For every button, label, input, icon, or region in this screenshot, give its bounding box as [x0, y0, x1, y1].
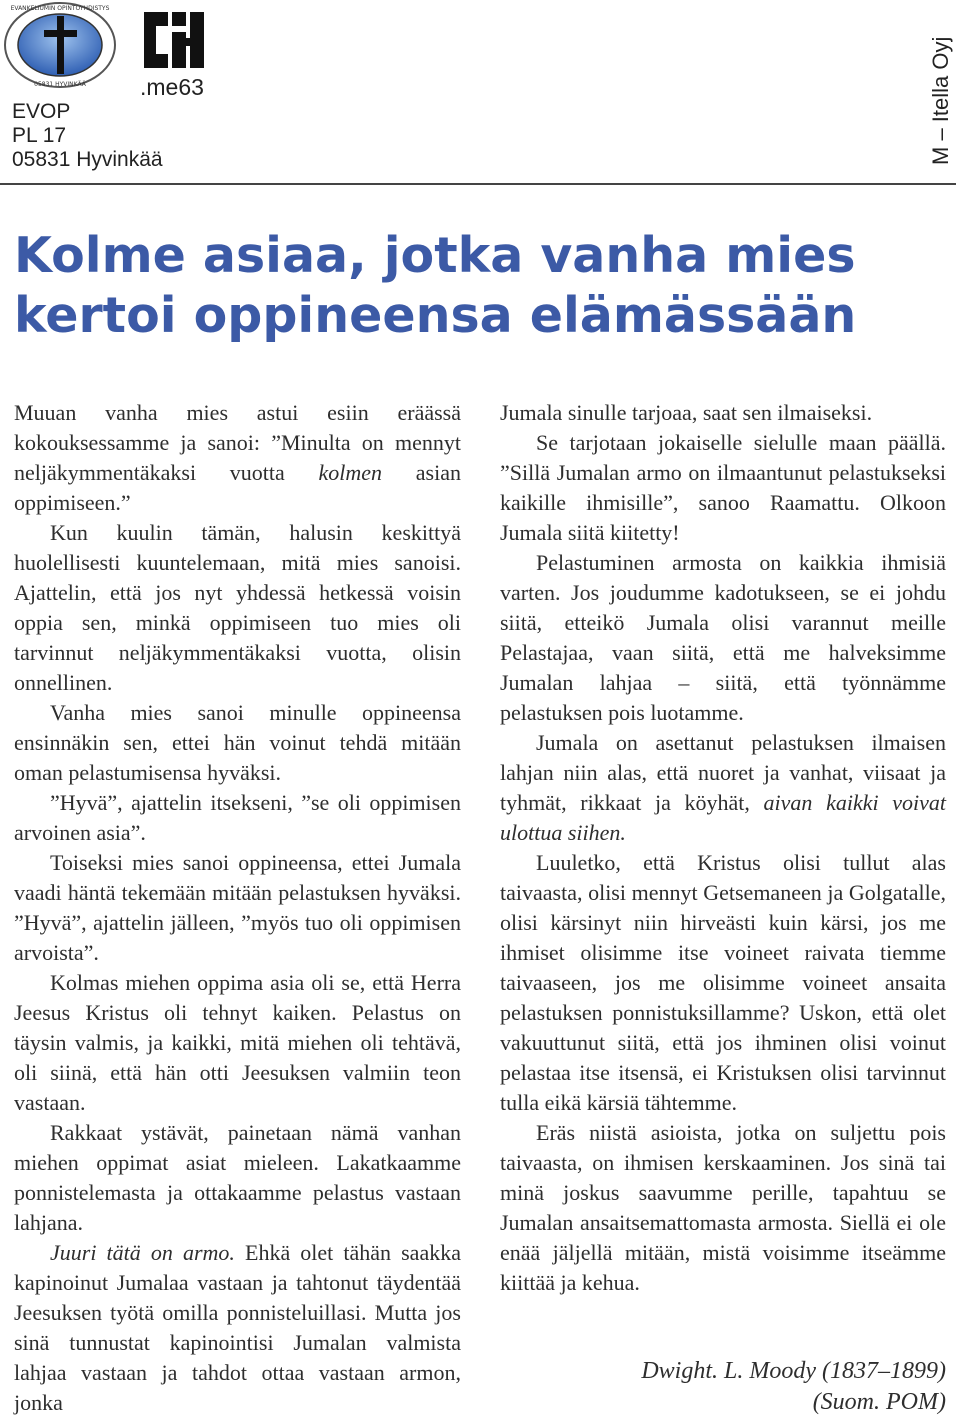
- paragraph: Juuri tätä on armo. Ehkä olet tähän saakka kapinoinut Jumalaa vastaan ja tahtonut täydentää Jeesuksen työtä omilla ponnisteluillasi. Mutta jos sinä tunnustat kapinointisi Jumalan valmista lahjaa vastaan ja tahdot ottaa vastaan armon, jonka: [14, 1240, 461, 1415]
- evop-mark-icon: [138, 4, 210, 76]
- address-line: EVOP: [12, 100, 71, 123]
- header-divider: [0, 183, 956, 185]
- svg-text:05831 HYVINKÄÄ: 05831 HYVINKÄÄ: [34, 81, 86, 88]
- left-column: [14, 398, 461, 1418]
- paragraph: Eräs niistä asioista, jotka on suljettu pois taivaasta, on ihmisen kerskaaminen. Jos sinä tai minä joskus saavumme perille, tapahtuu se Jumalan ansaitsemattomasta armosta. Siellä ei ole enää jäljellä mitään, mistä voisimme itseämme kiittää ja kehua.: [500, 1120, 946, 1295]
- signature-translator: (Suom. POM): [812, 1389, 946, 1415]
- organization-logo: [2, 0, 118, 90]
- letterhead: [0, 0, 960, 186]
- paragraph: Pelastuminen armosta on kaikkia ihmisiä varten. Jos joudumme kadotukseen, se ei johdu siitä, etteikö Jumala olisi varannut meille Pelastajaa, vaan siitä, että me halveksimme Jumalan lahjaa – siitä, että työnnämme pelastuksen pois luotamme.: [500, 550, 946, 725]
- sender-address: [12, 100, 163, 172]
- svg-text:EVANKELIUMIN OPINTOYHDISTYS: EVANKELIUMIN OPINTOYHDISTYS: [10, 5, 110, 12]
- paragraph: Muuan vanha mies astui esiin eräässä kokouksessamme ja sanoi: ”Minulta on mennyt neljäkymmentäkaksi vuotta kolmen asian oppimiseen.”: [14, 400, 461, 515]
- series-code: .me63: [140, 74, 204, 100]
- paragraph: Luuletko, että Kristus olisi tullut alas taivaasta, olisi mennyt Getsemaneen ja Golgatalle, olisi kärsinyt niin hirveästi kuin kärsi, jos me ihmiset olisimme itse voineet raivata tiemme taivaaseen, jos me olisimme voineet ansaita pelastuksen ponnistuksillamme? Uskon, että olet vakuuttunut siitä, että jos ihminen olisi voinut pelastaa itse itsensä, ei Kristuksen olisi tarvinnut tulla eikä kärsiä tähtemme.: [500, 850, 946, 1115]
- paragraph: Rakkaat ystävät, painetaan nämä vanhan miehen oppimat asiat mieleen. Lakatkaamme ponnistelemasta ja ottakaamme pelastus vastaan lahjana.: [14, 1120, 461, 1235]
- right-column: [500, 398, 946, 1298]
- address-line: 05831 Hyvinkää: [12, 148, 163, 171]
- paragraph: Kolmas miehen oppima asia oli se, että Herra Jeesus Kristus oli tehnyt kaiken. Pelastus on täysin valmis, ja kaikki, mitä miehen oli tehtävä, oli siinä, että hän otti Jeesuksen valmiin teon vastaan.: [14, 970, 461, 1115]
- author-signature: [560, 1356, 946, 1418]
- address-line: PL 17: [12, 124, 67, 147]
- paragraph: Se tarjotaan jokaiselle sielulle maan päällä. ”Sillä Jumalan armo on ilmaantunut pelastukseksi kaikille ihmisille”, sanoo Raamattu. Olkoon Jumala siitä kiitetty!: [500, 430, 946, 545]
- paragraph: Jumala on asettanut pelastuksen ilmaisen lahjan niin alas, että nuoret ja vanhat, viisaat ja tyhmät, rikkaat ja köyhät, aivan kaikki voivat ulottua siihen.: [500, 730, 946, 845]
- paragraph: Kun kuulin tämän, halusin keskittyä huolellisesti kuuntelemaan, mitä mies sanoisi. Ajattelin, että jos nyt yhdessä hetkessä voisin oppia sen, minkä oppimiseen tuo mies oli tarvinnut neljäkymmentäkaksi vuotta, olisin onnellinen.: [14, 520, 461, 695]
- title-line: kertoi oppineensa elämässään: [14, 287, 857, 344]
- paragraph: Toiseksi mies sanoi oppineensa, ettei Jumala vaadi häntä tekemään mitään pelastuksen hyväksi. ”Hyvä”, ajattelin jälleen, ”myös tuo oli oppimisen arvoista”.: [14, 850, 461, 965]
- paragraph: Vanha mies sanoi minulle oppineensa ensinnäkin sen, ettei hän voinut tehdä mitään oman pelastumisensa hyväksi.: [14, 700, 461, 785]
- paragraph: ”Hyvä”, ajattelin itsekseni, ”se oli oppimisen arvoinen asia”.: [14, 790, 461, 845]
- paragraph: Jumala sinulle tarjoaa, saat sen ilmaiseksi.: [500, 400, 873, 425]
- signature-author: Dwight. L. Moody (1837–1899): [641, 1358, 946, 1384]
- title-line: Kolme asiaa, jotka vanha mies: [14, 227, 856, 284]
- postage-mark: M – Itella Oyj: [928, 36, 953, 165]
- article-title: [14, 226, 944, 346]
